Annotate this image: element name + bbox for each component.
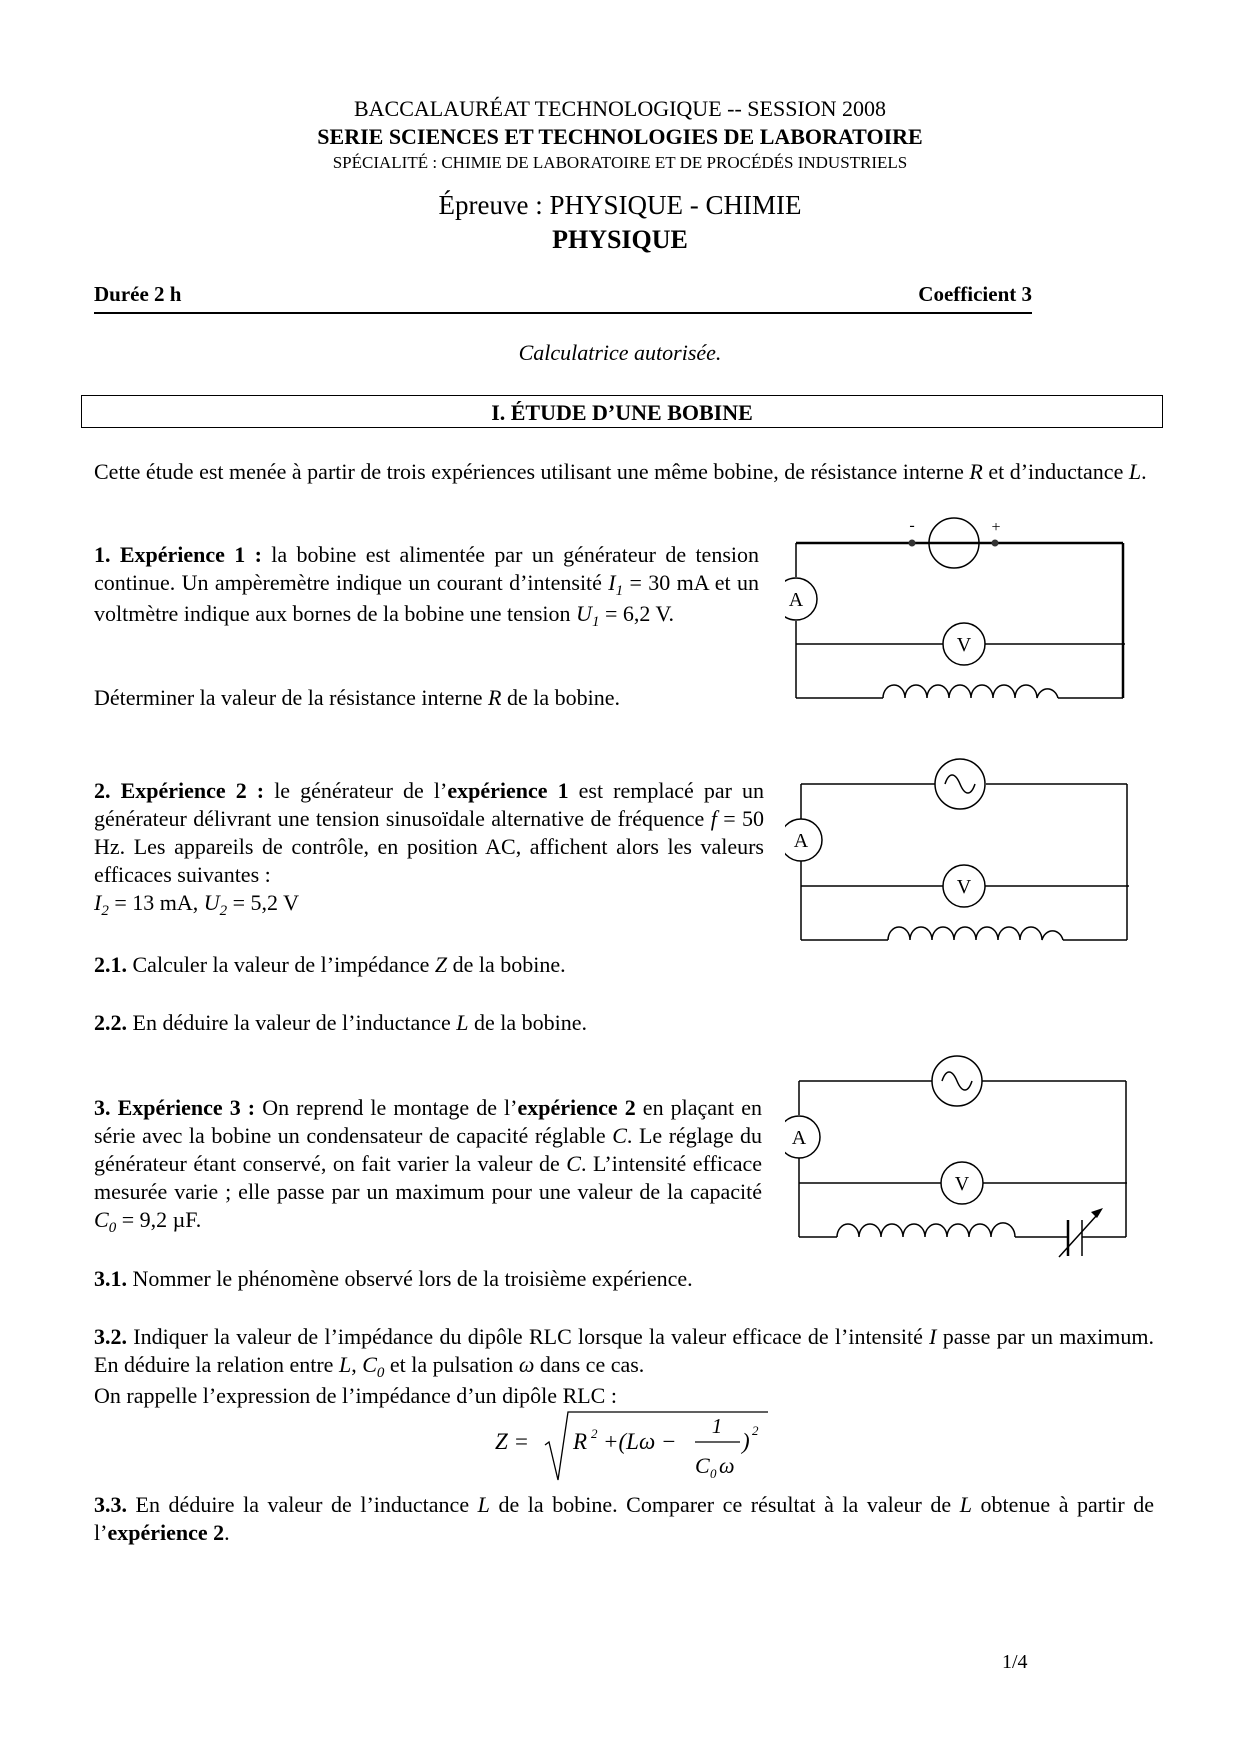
experience-3-label: 3. Expérience 3 :	[94, 1095, 256, 1120]
inductor-coil-icon	[837, 1223, 1015, 1237]
svg-text:0: 0	[710, 1466, 717, 1481]
question-2-2: 2.2. En déduire la valeur de l’inductance L de la bobine.	[94, 1010, 588, 1035]
question-3-1: 3.1. Nommer le phénomène observé lors de la troisième expérience.	[94, 1266, 693, 1291]
svg-text:): )	[742, 1429, 750, 1454]
ac-generator-icon	[932, 1056, 982, 1106]
coefficient-label: Coefficient 3	[918, 282, 1032, 306]
svg-text:A: A	[791, 1127, 807, 1149]
duration-coefficient-row	[94, 282, 1032, 314]
impedance-formula	[495, 1405, 775, 1485]
svg-text:A: A	[793, 830, 809, 852]
section-intro: Cette étude est menée à partir de trois expériences utilisant une même bobine, de résistance interne R et d’inductance L.	[94, 459, 1147, 484]
ammeter-icon	[785, 578, 817, 620]
variable-capacitor-icon	[1059, 1208, 1103, 1257]
svg-text:R: R	[573, 1429, 588, 1454]
inductor-coil-icon	[883, 685, 1058, 698]
svg-text:ω: ω	[719, 1453, 735, 1478]
circuit-diagram-3	[785, 1050, 1135, 1270]
svg-text:V: V	[956, 876, 972, 898]
exam-epreuve: Épreuve : PHYSIQUE - CHIMIE	[438, 190, 802, 220]
ammeter-icon	[785, 819, 822, 861]
experience-2-text: 2. Expérience 2 : le générateur de l’expérience 1 est remplacé par un générateur délivrant une tension sinusoïdale alternative de fréquence f = 50 Hz. Les appareils de contrôle, en position AC, affichent alors les valeurs efficaces suivantes : $I_2 = 13$ mA, $U_2 = 5,2$ V	[94, 778, 765, 919]
question-2-1: 2.1. Calculer la valeur de l’impédance Z de la bobine.	[94, 952, 566, 977]
svg-text:2: 2	[752, 1423, 759, 1438]
svg-text:2: 2	[591, 1426, 598, 1441]
svg-text:+(Lω −: +(Lω −	[603, 1429, 677, 1454]
exam-subject: PHYSIQUE	[552, 225, 688, 254]
experience-3-text: 3. Expérience 3 : On reprend le montage de l’expérience 2 en plaçant en série avec la bobine un condensateur de capacité réglable C. Le réglage du générateur étant conservé, on fait varier la valeur de C. L’intensité efficace mesurée varie ; elle passe par un maximum pour une valeur de la capacité $C_0 = 9,2$ µF.	[94, 1095, 763, 1236]
calculator-note: Calculatrice autorisée.	[518, 340, 722, 365]
svg-text:C: C	[695, 1453, 710, 1478]
experience-1-label: 1. Expérience 1 :	[94, 542, 262, 567]
exam-title: BACCALAURÉAT TECHNOLOGIQUE -- SESSION 2008	[353, 96, 887, 121]
experience-1-question: Déterminer la valeur de la résistance interne R de la bobine.	[94, 685, 620, 710]
ac-generator-icon	[935, 759, 985, 809]
svg-text:1: 1	[711, 1414, 723, 1438]
question-3-2: 3.2. Indiquer la valeur de l’impédance du dipôle RLC lorsque la valeur efficace de l’intensité I passe par un maximum. En déduire la relation entre L, $C_0$ et la pulsation ω dans ce cas. On rappelle l’expression de l’impédance d’un dipôle RLC :	[94, 1324, 1154, 1408]
exam-specialty: SPÉCIALITÉ : CHIMIE DE LABORATOIRE ET DE PROCÉDÉS INDUSTRIELS	[332, 153, 908, 172]
circuit-diagram-1	[785, 510, 1135, 710]
minus-terminal-label: -	[909, 517, 915, 534]
circuit-diagram-2	[785, 750, 1135, 950]
voltmeter-icon	[943, 865, 985, 907]
inductor-coil-icon	[888, 927, 1063, 940]
svg-text:V: V	[956, 634, 972, 656]
exam-series: SERIE SCIENCES ET TECHNOLOGIES DE LABORATOIRE	[317, 124, 923, 149]
svg-text:V: V	[954, 1173, 970, 1195]
dc-generator-icon	[909, 517, 1001, 568]
experience-2-label: 2. Expérience 2 :	[94, 778, 265, 803]
question-3-3: 3.3. En déduire la valeur de l’inductance L de la bobine. Comparer ce résultat à la valeur de L obtenue à partir de l’expérience 2.	[94, 1492, 1154, 1545]
plus-terminal-label: +	[991, 519, 1001, 536]
page-number: 1/4	[1002, 1651, 1028, 1673]
experience-1-text: 1. Expérience 1 : la bobine est alimentée par un générateur de tension continue. Un ampèremètre indique un courant d’intensité $I_1 = 30$ mA et un voltmètre indique aux bornes de la bobine une tension $U_1 = 6,2$ V.	[94, 542, 760, 630]
voltmeter-icon	[943, 623, 985, 665]
voltmeter-icon	[941, 1162, 983, 1204]
svg-text:Z =: Z =	[495, 1429, 530, 1454]
duration-label: Durée 2 h	[94, 282, 182, 306]
svg-text:A: A	[788, 589, 804, 611]
section-title: I. ÉTUDE D’UNE BOBINE	[81, 395, 1163, 428]
ammeter-icon	[785, 1116, 820, 1158]
